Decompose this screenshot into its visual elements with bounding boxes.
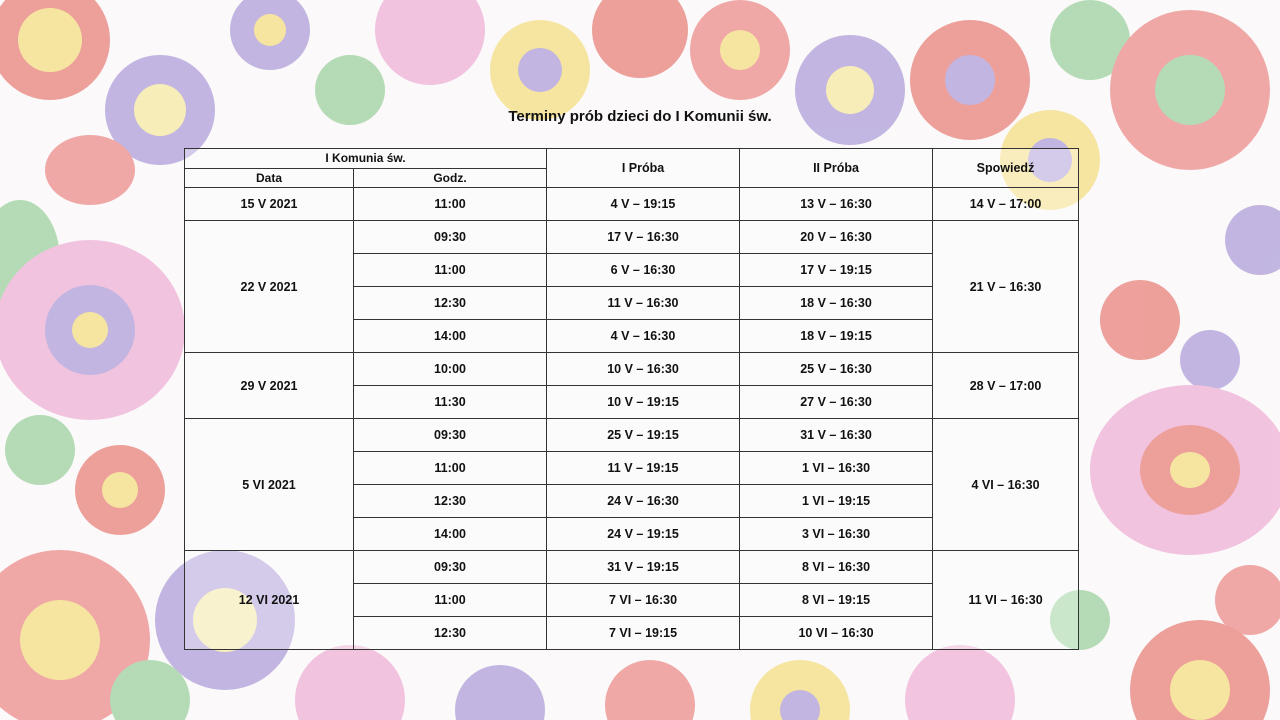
second-rehearsal-cell: 8 VI – 19:15	[740, 584, 933, 617]
first-rehearsal-cell: 10 V – 16:30	[547, 353, 740, 386]
time-cell: 10:00	[354, 353, 547, 386]
schedule-table	[184, 148, 1079, 650]
second-rehearsal-cell: 1 VI – 16:30	[740, 452, 933, 485]
confession-cell: 14 V – 17:00	[933, 188, 1079, 221]
second-rehearsal-cell: 13 V – 16:30	[740, 188, 933, 221]
second-rehearsal-cell: 25 V – 16:30	[740, 353, 933, 386]
header-first: I Próba	[547, 149, 740, 188]
second-rehearsal-cell: 18 V – 16:30	[740, 287, 933, 320]
second-rehearsal-cell: 8 VI – 16:30	[740, 551, 933, 584]
header-row	[185, 149, 1079, 169]
first-rehearsal-cell: 31 V – 19:15	[547, 551, 740, 584]
header-second: II Próba	[740, 149, 933, 188]
confession-cell: 4 VI – 16:30	[933, 419, 1079, 551]
time-cell: 09:30	[354, 551, 547, 584]
time-cell: 11:00	[354, 452, 547, 485]
first-rehearsal-cell: 24 V – 19:15	[547, 518, 740, 551]
time-cell: 12:30	[354, 485, 547, 518]
time-cell: 12:30	[354, 287, 547, 320]
first-rehearsal-cell: 10 V – 19:15	[547, 386, 740, 419]
first-rehearsal-cell: 7 VI – 16:30	[547, 584, 740, 617]
page-title: Terminy prób dzieci do I Komunii św.	[508, 108, 772, 125]
date-cell: 15 V 2021	[185, 188, 354, 221]
table-row	[185, 221, 1079, 254]
first-rehearsal-cell: 6 V – 16:30	[547, 254, 740, 287]
table-row	[185, 353, 1079, 386]
time-cell: 11:00	[354, 254, 547, 287]
table-row	[185, 188, 1079, 221]
header-time: Godz.	[354, 168, 547, 188]
first-rehearsal-cell: 7 VI – 19:15	[547, 617, 740, 650]
confession-cell: 21 V – 16:30	[933, 221, 1079, 353]
first-rehearsal-cell: 25 V – 19:15	[547, 419, 740, 452]
time-cell: 09:30	[354, 419, 547, 452]
time-cell: 11:00	[354, 584, 547, 617]
time-cell: 11:00	[354, 188, 547, 221]
second-rehearsal-cell: 10 VI – 16:30	[740, 617, 933, 650]
first-rehearsal-cell: 17 V – 16:30	[547, 221, 740, 254]
second-rehearsal-cell: 31 V – 16:30	[740, 419, 933, 452]
confession-cell: 28 V – 17:00	[933, 353, 1079, 419]
second-rehearsal-cell: 17 V – 19:15	[740, 254, 933, 287]
date-cell: 29 V 2021	[185, 353, 354, 419]
table-row	[185, 419, 1079, 452]
first-rehearsal-cell: 4 V – 19:15	[547, 188, 740, 221]
first-rehearsal-cell: 4 V – 16:30	[547, 320, 740, 353]
header-group: I Komunia św.	[185, 149, 547, 169]
time-cell: 12:30	[354, 617, 547, 650]
date-cell: 5 VI 2021	[185, 419, 354, 551]
time-cell: 14:00	[354, 518, 547, 551]
time-cell: 11:30	[354, 386, 547, 419]
date-cell: 22 V 2021	[185, 221, 354, 353]
table-row	[185, 551, 1079, 584]
first-rehearsal-cell: 24 V – 16:30	[547, 485, 740, 518]
second-rehearsal-cell: 20 V – 16:30	[740, 221, 933, 254]
header-date: Data	[185, 168, 354, 188]
time-cell: 14:00	[354, 320, 547, 353]
first-rehearsal-cell: 11 V – 19:15	[547, 452, 740, 485]
second-rehearsal-cell: 27 V – 16:30	[740, 386, 933, 419]
first-rehearsal-cell: 11 V – 16:30	[547, 287, 740, 320]
time-cell: 09:30	[354, 221, 547, 254]
confession-cell: 11 VI – 16:30	[933, 551, 1079, 650]
header-confession: Spowiedź	[933, 149, 1079, 188]
second-rehearsal-cell: 3 VI – 16:30	[740, 518, 933, 551]
date-cell: 12 VI 2021	[185, 551, 354, 650]
second-rehearsal-cell: 1 VI – 19:15	[740, 485, 933, 518]
second-rehearsal-cell: 18 V – 19:15	[740, 320, 933, 353]
